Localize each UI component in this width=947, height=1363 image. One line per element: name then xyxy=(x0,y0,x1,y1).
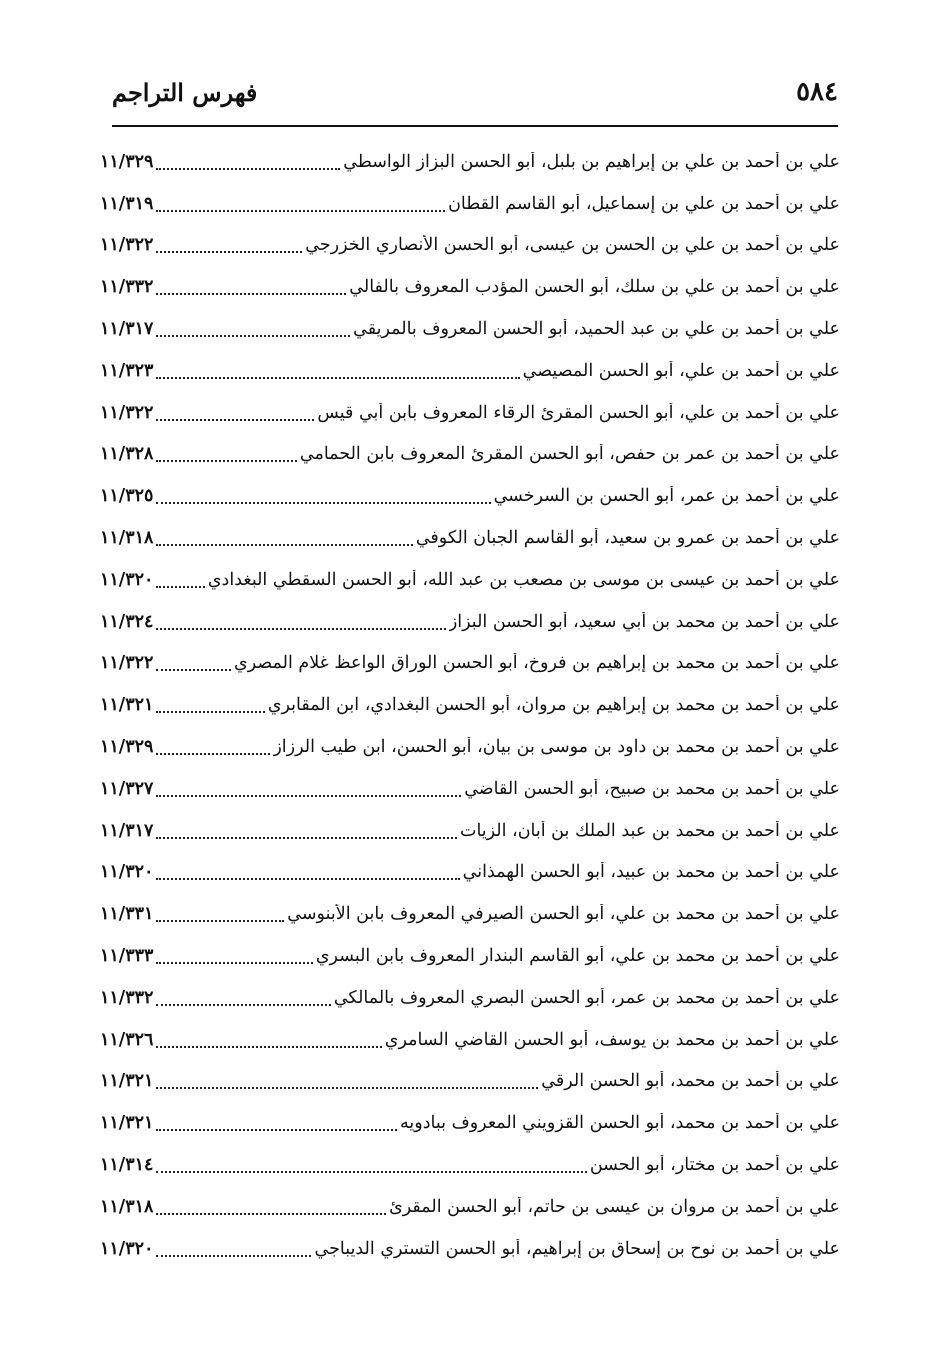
dot-leader xyxy=(156,620,445,630)
index-entry xyxy=(100,810,840,852)
entry-name: علي بن أحمد بن محمد بن عمر، أبو الحسن البصري المعروف بالمالكي xyxy=(333,987,840,1008)
dot-leader xyxy=(156,829,457,839)
dot-leader xyxy=(156,1163,586,1173)
volume-page-reference: ١١/٣٢٠ xyxy=(100,862,154,883)
entry-name: علي بن أحمد بن علي، أبو الحسن المقرئ الرقاء المعروف بابن أبي قيس xyxy=(317,402,840,423)
volume-page-reference: ١١/٣٢٠ xyxy=(100,569,154,590)
index-entry xyxy=(100,308,840,350)
entry-name: علي بن أحمد بن محمد بن علي، أبو القاسم البندار المعروف بابن البسري xyxy=(315,946,840,967)
volume-page-reference: ١١/٣٢٧ xyxy=(100,778,154,799)
dot-leader xyxy=(156,703,264,713)
volume-page-reference: ١١/٣٣٣ xyxy=(100,946,154,967)
index-entry xyxy=(100,935,840,977)
dot-leader xyxy=(156,452,296,462)
index-entry xyxy=(100,893,840,935)
index-entries xyxy=(100,141,840,1270)
dot-leader xyxy=(156,494,490,504)
entry-name: علي بن أحمد بن محمد بن أبي سعيد، أبو الحسن البزاز xyxy=(448,611,840,632)
index-entry xyxy=(100,225,840,267)
dot-leader xyxy=(156,661,231,671)
volume-page-reference: ١١/٣٢٠ xyxy=(100,1238,154,1259)
volume-page-reference: ١١/٣١٩ xyxy=(100,193,154,214)
dot-leader xyxy=(156,160,340,170)
volume-page-reference: ١١/٣١٨ xyxy=(100,528,154,549)
volume-page-reference: ١١/٣٢٥ xyxy=(100,486,154,507)
index-entry xyxy=(100,266,840,308)
volume-page-reference: ١١/٣٣٢ xyxy=(100,277,154,298)
dot-leader xyxy=(156,912,284,922)
index-entry xyxy=(100,852,840,894)
index-entry xyxy=(100,517,840,559)
dot-leader xyxy=(156,243,302,253)
volume-page-reference: ١١/٣٢١ xyxy=(100,1071,154,1092)
entry-name: علي بن أحمد بن مختار، أبو الحسن xyxy=(589,1155,840,1176)
entry-name: علي بن أحمد بن محمد بن إبراهيم بن مروان، أبو الحسن البغدادي، ابن المقابري xyxy=(267,695,840,716)
volume-page-reference: ١١/٣٢٦ xyxy=(100,1029,154,1050)
index-entry xyxy=(100,183,840,225)
index-entry xyxy=(100,643,840,685)
index-entry xyxy=(100,141,840,183)
dot-leader xyxy=(156,1079,538,1089)
section-title: فهرس التراجم xyxy=(112,77,258,107)
page-number: ٥٨٤ xyxy=(796,77,838,107)
entry-name: علي بن أحمد بن عمر، أبو الحسن بن السرخسي xyxy=(493,486,840,507)
dot-leader xyxy=(156,745,270,755)
index-entry xyxy=(100,1019,840,1061)
volume-page-reference: ١١/٣٢٨ xyxy=(100,444,154,465)
index-entry xyxy=(100,1228,840,1270)
entry-name: علي بن أحمد بن علي بن إسماعيل، أبو القاسم القطان xyxy=(448,193,840,214)
entry-name: علي بن أحمد بن علي بن عبد الحميد، أبو الحسن المعروف بالمريقي xyxy=(353,319,840,340)
volume-page-reference: ١١/٣٢١ xyxy=(100,695,154,716)
volume-page-reference: ١١/٣٢٢ xyxy=(100,235,154,256)
index-entry xyxy=(100,475,840,517)
entry-name: علي بن أحمد بن علي، أبو الحسن المصيصي xyxy=(522,360,840,381)
volume-page-reference: ١١/٣٣١ xyxy=(100,904,154,925)
entry-name: علي بن أحمد بن محمد بن صبيح، أبو الحسن القاضي xyxy=(464,778,840,799)
index-entry xyxy=(100,977,840,1019)
index-entry xyxy=(100,601,840,643)
entry-name: علي بن أحمد بن محمد بن علي، أبو الحسن الصيرفي المعروف بابن الأبنوسي xyxy=(287,904,840,925)
index-entry xyxy=(100,726,840,768)
index-entry xyxy=(100,1144,840,1186)
index-entry xyxy=(100,1061,840,1103)
volume-page-reference: ١١/٣١٧ xyxy=(100,820,154,841)
page-header xyxy=(112,70,838,114)
index-entry xyxy=(100,434,840,476)
volume-page-reference: ١١/٣٢١ xyxy=(100,1113,154,1134)
volume-page-reference: ١١/٣٢٩ xyxy=(100,151,154,172)
dot-leader xyxy=(156,327,350,337)
entry-name: علي بن أحمد بن محمد، أبو الحسن الرقي xyxy=(541,1071,840,1092)
entry-name: علي بن أحمد بن محمد بن إبراهيم بن فروخ، أبو الحسن الوراق الواعظ غلام المصري xyxy=(234,653,840,674)
volume-page-reference: ١١/٣١٤ xyxy=(100,1155,154,1176)
dot-leader xyxy=(156,536,412,546)
dot-leader xyxy=(156,202,445,212)
entry-name: علي بن أحمد بن عيسى بن موسى بن مصعب بن عبد الله، أبو الحسن السقطي البغدادي xyxy=(207,569,840,590)
entry-name: علي بن أحمد بن عمر بن حفص، أبو الحسن المقرئ المعروف بابن الحمامي xyxy=(299,444,840,465)
entry-name: علي بن أحمد بن علي بن إبراهيم بن بلبل، أبو الحسن البزاز الواسطي xyxy=(343,151,840,172)
index-entry xyxy=(100,768,840,810)
index-entry xyxy=(100,684,840,726)
index-entry xyxy=(100,559,840,601)
dot-leader xyxy=(156,369,519,379)
dot-leader xyxy=(156,411,314,421)
volume-page-reference: ١١/٣٢٢ xyxy=(100,653,154,674)
dot-leader xyxy=(156,1121,397,1131)
index-entry xyxy=(100,1186,840,1228)
volume-page-reference: ١١/٣١٨ xyxy=(100,1196,154,1217)
dot-leader xyxy=(156,996,330,1006)
volume-page-reference: ١١/٣٣٢ xyxy=(100,987,154,1008)
volume-page-reference: ١١/٣٢٤ xyxy=(100,611,154,632)
dot-leader xyxy=(156,1205,386,1215)
entry-name: علي بن أحمد بن علي بن سلك، أبو الحسن المؤدب المعروف بالفالي xyxy=(349,277,840,298)
index-entry xyxy=(100,392,840,434)
dot-leader xyxy=(156,1038,381,1048)
dot-leader xyxy=(156,285,346,295)
dot-leader xyxy=(156,870,459,880)
index-entry xyxy=(100,350,840,392)
entry-name: علي بن أحمد بن عمرو بن سعيد، أبو القاسم الجبان الكوفي xyxy=(415,528,840,549)
entry-name: علي بن أحمد بن نوح بن إسحاق بن إبراهيم، أبو الحسن التستري الديباجي xyxy=(314,1238,840,1259)
entry-name: علي بن أحمد بن علي بن الحسن بن عيسى، أبو الحسن الأنصاري الخزرجي xyxy=(305,235,840,256)
volume-page-reference: ١١/٣٢٩ xyxy=(100,737,154,758)
entry-name: علي بن أحمد بن مروان بن عيسى بن حاتم، أبو الحسن المقرئ xyxy=(389,1196,840,1217)
entry-name: علي بن أحمد بن محمد بن عبيد، أبو الحسن الهمذاني xyxy=(462,862,840,883)
header-rule xyxy=(112,125,838,127)
entry-name: علي بن أحمد بن محمد، أبو الحسن القزويني المعروف ببادويه xyxy=(400,1113,840,1134)
dot-leader xyxy=(156,1247,311,1257)
entry-name: علي بن أحمد بن محمد بن عبد الملك بن أبان، الزيات xyxy=(459,820,840,841)
volume-page-reference: ١١/٣٢٢ xyxy=(100,402,154,423)
volume-page-reference: ١١/٣١٧ xyxy=(100,319,154,340)
dot-leader xyxy=(156,787,461,797)
dot-leader xyxy=(156,578,204,588)
volume-page-reference: ١١/٣٢٣ xyxy=(100,360,154,381)
dot-leader xyxy=(156,954,312,964)
index-entry xyxy=(100,1102,840,1144)
entry-name: علي بن أحمد بن محمد بن داود بن موسى بن بيان، أبو الحسن، ابن طيب الرزاز xyxy=(273,737,840,758)
entry-name: علي بن أحمد بن محمد بن يوسف، أبو الحسن القاضي السامري xyxy=(384,1029,840,1050)
